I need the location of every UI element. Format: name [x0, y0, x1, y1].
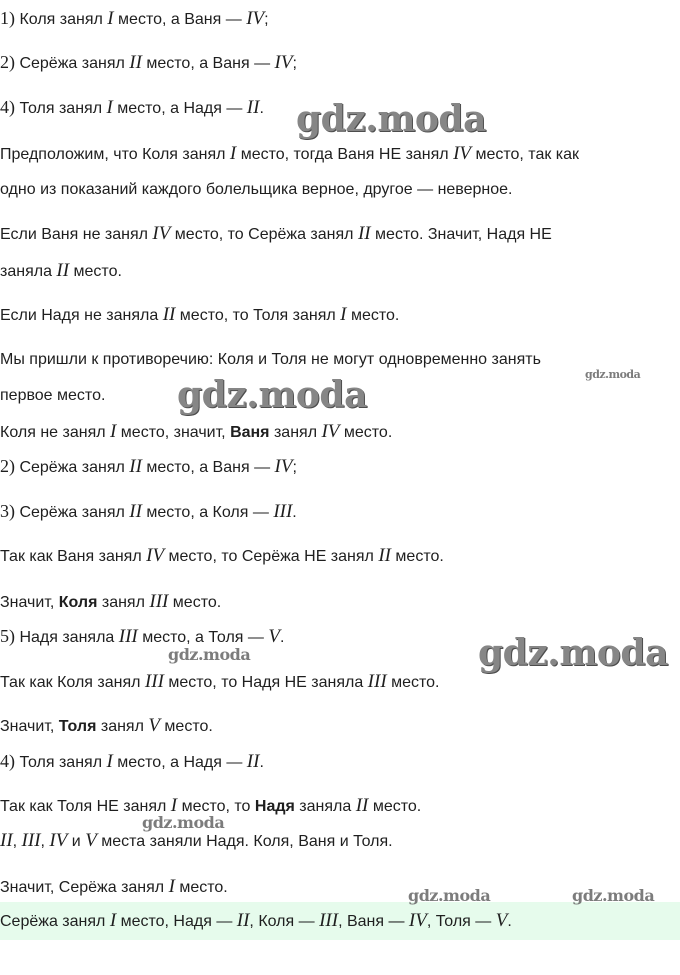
watermark: gdz.moda: [142, 813, 225, 832]
text-line: 3) Серёжа занял II место, а Коля — III.: [0, 501, 297, 522]
watermark: gdz.moda: [585, 368, 641, 381]
text-line: Так как Толя НЕ занял I место, то Надя заняла II место.: [0, 795, 422, 816]
text-line: Коля не занял I место, значит, Ваня занял IV место.: [0, 421, 393, 442]
watermark: gdz.moda: [296, 98, 486, 140]
text-line: Так как Коля занял III место, то Надя НЕ заняла III место.: [0, 671, 440, 692]
text-line: Если Ваня не занял IV место, то Серёжа занял II место. Значит, Надя НЕ: [0, 223, 552, 244]
text-line: Значит, Коля занял III место.: [0, 591, 222, 612]
text-line: 1) Коля занял I место, а Ваня — IV;: [0, 8, 269, 29]
text-line: Так как Ваня занял IV место, то Серёжа НЕ занял II место.: [0, 545, 444, 566]
watermark: gdz.moda: [408, 886, 491, 905]
watermark: gdz.moda: [168, 645, 251, 664]
text-line: 2) Серёжа занял II место, а Ваня — IV;: [0, 456, 297, 477]
text-line: Значит, Толя занял V место.: [0, 715, 213, 736]
text-line: заняла II место.: [0, 260, 122, 281]
watermark: gdz.moda: [572, 886, 655, 905]
text-line: одно из показаний каждого болельщика верное, другое — неверное.: [0, 181, 513, 198]
text-line: 4) Толя занял I место, а Надя — II.: [0, 751, 264, 772]
text-line: Значит, Серёжа занял I место.: [0, 876, 228, 897]
text-line: 4) Толя занял I место, а Надя — II.: [0, 97, 264, 118]
answer-line: Серёжа занял I место, Надя — II, Коля — III, Ваня — IV, Толя — V.: [0, 910, 512, 931]
text-line: II, III, IV и V места заняли Надя. Коля, Ваня и Толя.: [0, 830, 393, 851]
text-line: Предположим, что Коля занял I место, тогда Ваня НЕ занял IV место, так как: [0, 143, 580, 164]
text-line: 5) Надя заняла III место, а Толя — V.: [0, 626, 285, 647]
text-line: первое место.: [0, 387, 106, 404]
text-line: 2) Серёжа занял II место, а Ваня — IV;: [0, 52, 297, 73]
text-line: Мы пришли к противоречию: Коля и Толя не могут одновременно занять: [0, 351, 541, 368]
watermark: gdz.moda: [478, 632, 668, 674]
text-line: Если Надя не заняла II место, то Толя занял I место.: [0, 304, 400, 325]
watermark: gdz.moda: [177, 374, 367, 416]
